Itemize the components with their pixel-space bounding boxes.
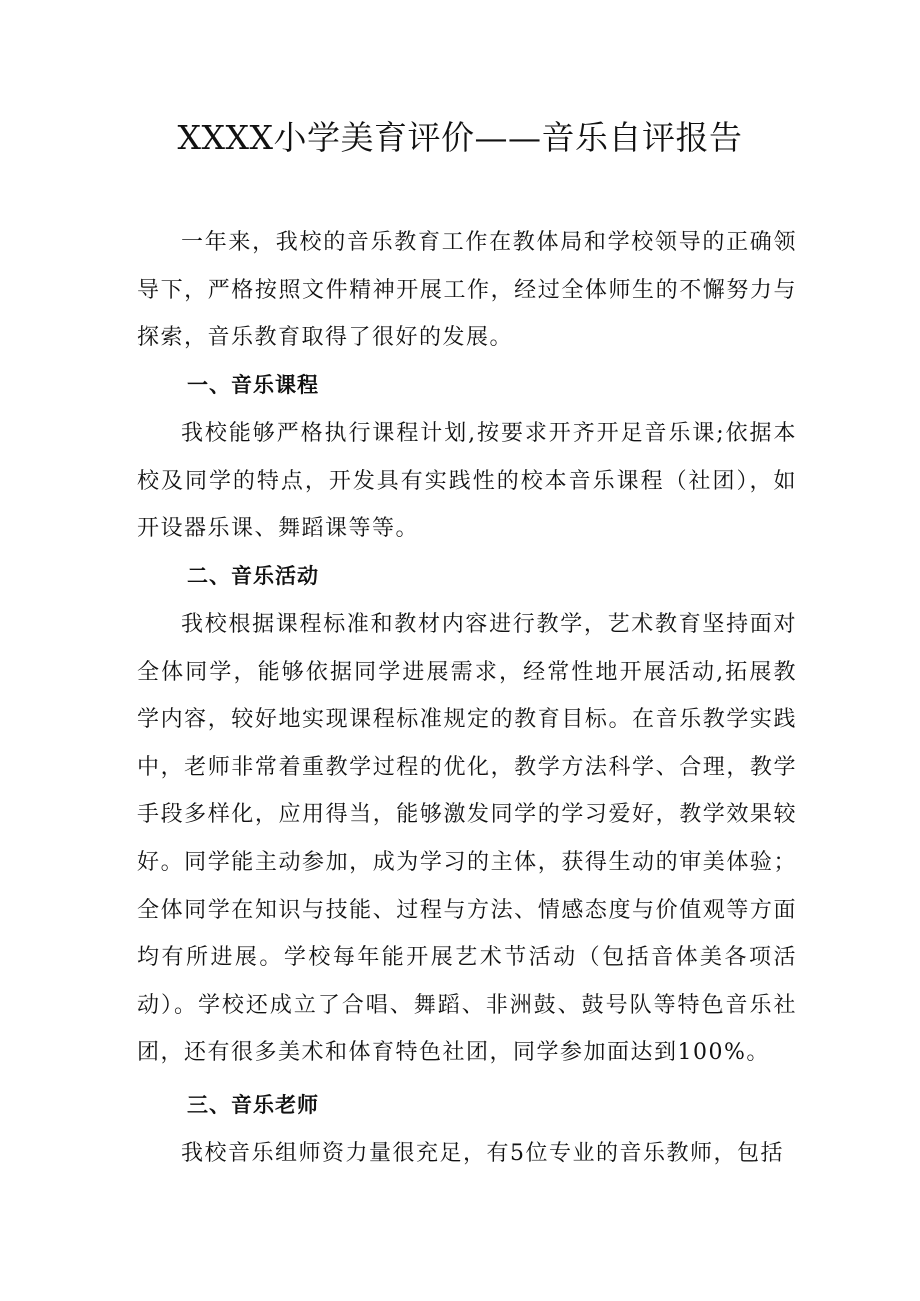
document-title: XXXX小学美育评价——音乐自评报告	[177, 118, 743, 157]
activities-paragraph: 我校根据课程标准和教材内容进行教学，艺术教育坚持面对全体同学，能够依据同学进展需求，经常性地开展活动,拓展教学内容，较好地实现课程标准规定的教育目标。在音乐教学实践中，老师非常着重教学过程的优化，教学方法科学、合理，教学手段多样化，应用得当，能够激发同学的学习爱好，教学效果较好。同学能主动参加，成为学习的主体，获得生动的审美体验；全体同学在知识与技能、过程与方法、情感态度与价值观等方面均有所进展。学校每年能开展艺术节活动（包括音体美各项活动）。学校还成立了合唱、舞蹈、非洲鼓、鼓号队等特色音乐社团，还有很多美术和体育特色社团，同学参加面达到100%。	[137, 612, 797, 1066]
section-heading-curriculum: 一、音乐课程	[187, 373, 319, 397]
curriculum-paragraph: 我校能够严格执行课程计划,按要求开齐开足音乐课;依据本校及同学的特点，开发具有实践性的校本音乐课程（社团），如开设器乐课、舞蹈课等等。	[137, 421, 797, 542]
intro-paragraph: 一年来，我校的音乐教育工作在教体局和学校领导的正确领导下，严格按照文件精神开展工作，经过全体师生的不懈努力与探索，音乐教育取得了很好的发展。	[137, 230, 797, 351]
teachers-paragraph: 我校音乐组师资力量很充足，有5位专业的音乐教师，包括	[181, 1141, 784, 1166]
section-heading-activities: 二、音乐活动	[187, 564, 319, 588]
section-heading-teachers: 三、音乐老师	[187, 1093, 319, 1117]
